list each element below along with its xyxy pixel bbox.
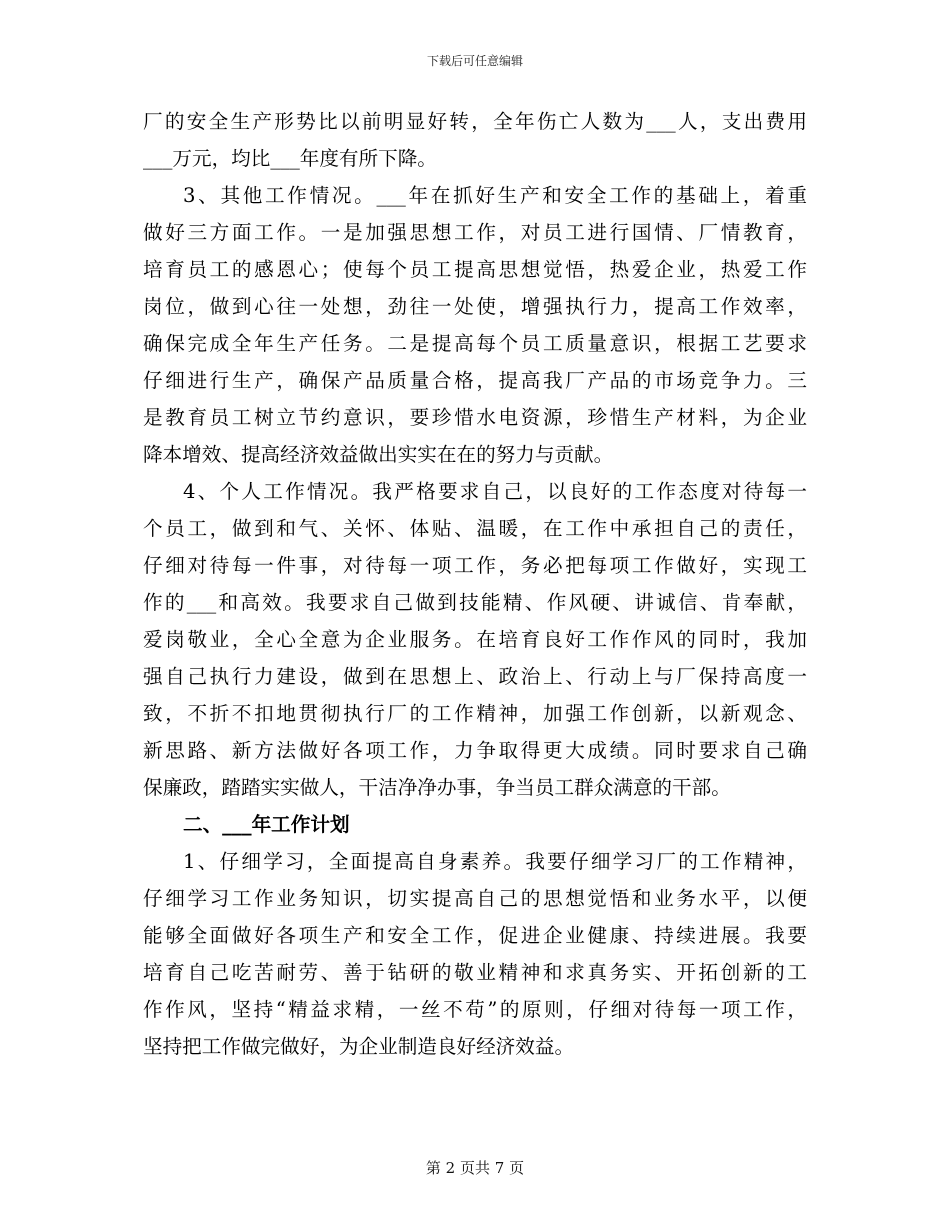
paragraph-3-line: 是教育员工树立节约意识，要珍惜水电资源，珍惜生产材料，为企业 — [143, 406, 807, 429]
plan-1-line: 1、仔细学习，全面提高自身素养。我要仔细学习厂的工作精神， — [183, 850, 807, 873]
paragraph-3-line: 岗位，做到心往一处想，劲往一处使，增强执行力，提高工作效率， — [143, 295, 807, 318]
body-line: ___万元，均比___年度有所下降。 — [143, 147, 437, 170]
paragraph-3-line: 确保完成全年生产任务。二是提高每个员工质量意识，根据工艺要求 — [143, 332, 807, 355]
paragraph-4-line: 致，不折不扣地贯彻执行厂的工作精神，加强工作创新，以新观念、 — [143, 702, 807, 725]
section-heading: 二、___年工作计划 — [183, 813, 350, 836]
page-header: 下载后可任意编辑 — [426, 54, 523, 68]
paragraph-3-line: 降本增效、提高经济效益做出实实在在的努力与贡献。 — [143, 443, 614, 466]
paragraph-4-line: 爱岗敬业，全心全意为企业服务。在培育良好工作作风的同时，我加 — [143, 628, 807, 651]
plan-1-line: 仔细学习工作业务知识，切实提高自己的思想觉悟和业务水平，以便 — [143, 887, 807, 910]
paragraph-4-line: 强自己执行力建设，做到在思想上、政治上、行动上与厂保持高度一 — [143, 665, 807, 688]
paragraph-4-line: 4、个人工作情况。我严格要求自己，以良好的工作态度对待每一 — [183, 480, 807, 503]
paragraph-4-line: 仔细对待每一件事，对待每一项工作，务必把每项工作做好，实现工 — [143, 554, 807, 577]
paragraph-3-line: 仔细进行生产，确保产品质量合格，提高我厂产品的市场竞争力。三 — [143, 369, 807, 392]
paragraph-4-line: 保廉政，踏踏实实做人，干洁净净办事，争当员工群众满意的干部。 — [143, 776, 731, 799]
body-line: 厂的安全生产形势比以前明显好转，全年伤亡人数为___人，支出费用 — [143, 110, 807, 133]
paragraph-3-line: 培育员工的感恩心；使每个员工提高思想觉悟，热爱企业，热爱工作 — [143, 258, 807, 281]
paragraph-3-line: 做好三方面工作。一是加强思想工作，对员工进行国情、厂情教育， — [143, 221, 807, 244]
paragraph-4-line: 新思路、新方法做好各项工作，力争取得更大成绩。同时要求自己确 — [143, 739, 807, 762]
paragraph-4-line: 个员工，做到和气、关怀、体贴、温暖，在工作中承担自己的责任， — [143, 517, 807, 540]
plan-1-line: 坚持把工作做完做好，为企业制造良好经济效益。 — [143, 1035, 575, 1058]
paragraph-3-line: 3、其他工作情况。___年在抓好生产和安全工作的基础上，着重 — [183, 184, 807, 207]
document-body — [143, 103, 807, 1065]
plan-1-line: 能够全面做好各项生产和安全工作，促进企业健康、持续进展。我要 — [143, 924, 807, 947]
paragraph-4-line: 作的___和高效。我要求自己做到技能精、作风硬、讲诚信、肯奉献， — [143, 591, 807, 614]
plan-1-line: 作作风，坚持“精益求精，一丝不苟”的原则，仔细对待每一项工作， — [143, 998, 807, 1021]
plan-1-line: 培育自己吃苦耐劳、善于钻研的敬业精神和求真务实、开拓创新的工 — [143, 961, 807, 984]
page-footer: 第 2 页共 7 页 — [425, 1159, 525, 1177]
